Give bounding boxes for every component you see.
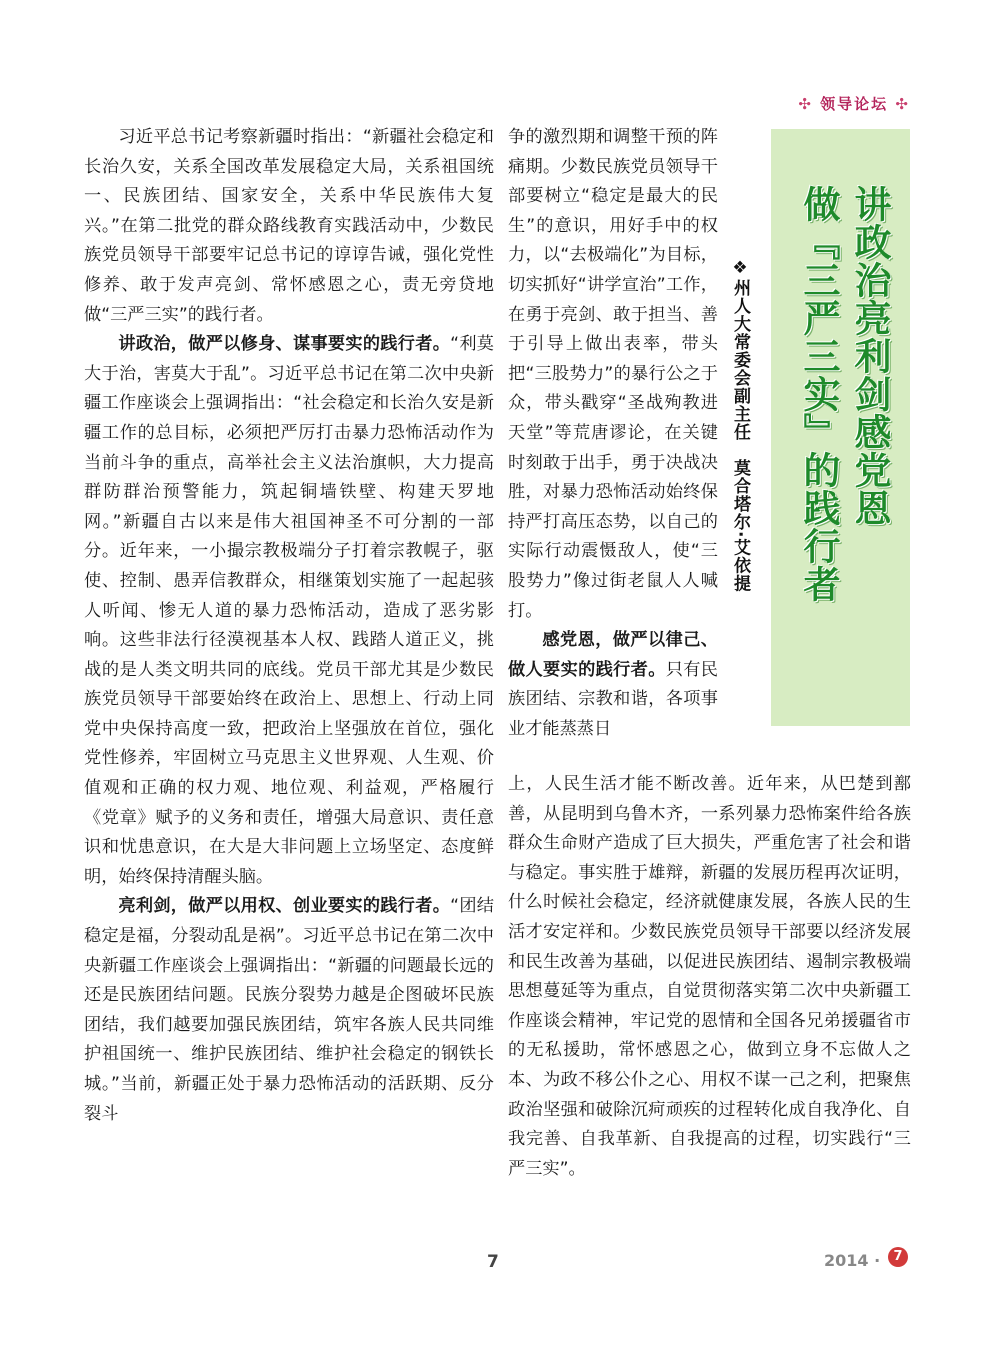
paragraph-gratitude-heading: 感党恩，做严以律己、做人要实的践行者。 [508,630,718,680]
paragraph-gratitude [508,626,718,744]
paragraph-intro: 习近平总书记考察新疆时指出：“新疆社会稳定和长治久安，关系全国改革发展稳定大局，关系祖国统一、民族团结、国家安全，关系中华民族伟大复兴。”在第二批党的群众路线教育实践活动中，少数民族党员领导干部要牢记总书记的谆谆告诫，强化党性修养、敢于发声亮剑、常怀感恩之心，责无旁贷地做“三严三实”的践行者。 [84,127,494,325]
issue-year: 2014 · [824,1251,881,1270]
paragraph-gratitude-body: 只有民族团结、宗教和谐，各项事业才能蒸蒸日 [508,659,718,739]
paragraph-sword-heading: 亮利剑，做严以用权、创业要实的践行者。 [118,896,451,917]
article-title-line-2: 做『三严三实』的践行者 [797,185,840,603]
paragraph-sword-continued: 争的激烈期和调整干预的阵痛期。少数民族党员领导干部要树立“稳定是最大的民生”的意识，用好手中的权力，以“去极端化”为目标，切实抓好“讲学宣治”工作，在勇于亮剑、敢于担当、善于引导上做出表率，带头把“三股势力”的暴行公之于众，带头戳穿“圣战殉教进天堂”等荒唐谬论，在关键时刻敢于出手，勇于决战决胜，对暴力恐怖活动始终保持严打高压态势，以自己的实际行动震慑敌人，使“三股势力”像过街老鼠人人喊打。 [508,127,718,621]
section-mark-right-icon: ✣ [895,95,910,113]
article-column-1 [84,123,494,1129]
section-tag [798,93,910,114]
paragraph-politics [84,330,494,892]
page-number: 7 [487,1252,499,1272]
paragraph-politics-heading: 讲政治，做严以修身、谋事要实的践行者。 [118,334,451,355]
article-title-line-1: 讲政治亮利剑感党恩 [848,185,891,527]
article-column-3 [508,770,911,1184]
paragraph-gratitude-continued: 上，人民生活才能不断改善。近年来，从巴楚到鄯善，从昆明到乌鲁木齐，一系列暴力恐怖案件给各族群众生命财产造成了巨大损失，严重危害了社会和谐与稳定。事实胜于雄辩，新疆的发展历程再次证明，什么时候社会稳定，经济就健康发展，各族人民的生活才安定祥和。少数民族党员领导干部要以经济发展和民生改善为基础，以促进民族团结、遏制宗教极端思想蔓延等为重点，自觉贯彻落实第二次中央新疆工作座谈会精神，牢记党的恩情和全国各兄弟援疆省市的无私援助，常怀感恩之心，做到立身不忘做人之本、为政不移公仆之心、用权不谋一己之利，把聚焦政治坚强和破除沉疴顽疾的过程转化成自我净化、自我完善、自我革新、自我提高的过程，切实践行“三严三实”。 [508,774,911,1179]
issue-number-badge: 7 [888,1247,908,1267]
paragraph-sword-body: “团结稳定是福，分裂动乱是祸”。习近平总书记在第二次中央新疆工作座谈会上强调指出：“新疆的问题最长远的还是民族团结问题。民族分裂势力越是企图破坏民族团结，我们越要加强民族团结，筑牢各族人民共同维护祖国统一、维护民族团结、维护社会稳定的钢铁长城。”当前，新疆正处于暴力恐怖活动的活跃期、反分裂斗 [84,896,494,1124]
section-title: 领导论坛 [820,95,889,113]
paragraph-sword [84,892,494,1129]
article-column-2 [508,123,718,744]
author-byline: ❖州人大常委会副主任 莫合塔尔·艾依提 [730,258,750,593]
paragraph-politics-body: “利莫大于治，害莫大于乱”。习近平总书记在第二次中央新疆工作座谈会上强调指出：“社会稳定和长治久安是新疆工作的总目标，必须把严厉打击暴力恐怖活动作为当前斗争的重点，高举社会主义法治旗帜，大力提高群防群治预警能力，筑起铜墙铁壁、构建天罗地网。”新疆自古以来是伟大祖国神圣不可分割的一部分。近年来，一小撮宗教极端分子打着宗教幌子，驱使、控制、愚弄信教群众，相继策划实施了一起起骇人听闻、惨无人道的暴力恐怖活动，造成了恶劣影响。这些非法行径漠视基本人权、践踏人道正义，挑战的是人类文明共同的底线。党员干部尤其是少数民族党员领导干部要始终在政治上、思想上、行动上同党中央保持高度一致，把政治上坚强放在首位，强化党性修养，牢固树立马克思主义世界观、人生观、价值观和正确的权力观、地位观、利益观，严格履行《党章》赋予的义务和责任，增强大局意识、责任意识和忧患意识，在大是大非问题上立场坚定、态度鲜明，始终保持清醒头脑。 [84,334,494,887]
section-mark-left-icon: ✣ [798,95,813,113]
